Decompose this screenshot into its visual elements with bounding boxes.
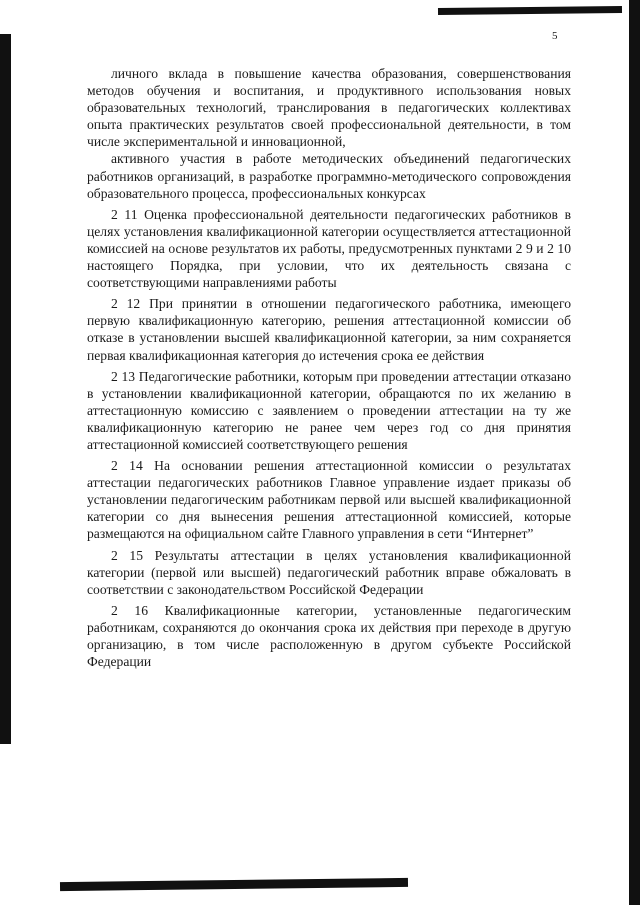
paragraph-2-14: 2 14 На основании решения аттестационной комиссии о результатах аттестации педагогических работников Главное управление издает приказы об установлении педагогическим работникам первой или высшей квалификационной категории со дня вынесения решения аттестационной комиссией, которые размещаются на официальном сайте Главного управления в сети “Интернет” [87, 458, 571, 542]
paragraph-2-15: 2 15 Результаты аттестации в целях установления квалификационной категории (первой или высшей) педагогический работник вправе обжаловать в соответствии с законодательством Российской Федерации [87, 547, 571, 597]
paragraph-2-13: 2 13 Педагогические работники, которым при проведении аттестации отказано в установлении квалификационной категории, обращаются по их желанию в аттестационную комиссию с заявлением о проведении аттестации на ту же квалификационную категорию не ранее чем через год со дня принятия аттестационной комиссией соответствующего решения [87, 368, 571, 452]
paragraph-2-16: 2 16 Квалификационные категории, установленные педагогическим работникам, сохраняются до окончания срока их действия при переходе в другую организацию, в том числе расположенную в другом субъекте Российской Федерации [87, 602, 571, 670]
paragraph-personal-contribution: личного вклада в повышение качества образования, совершенствования методов обучения и воспитания, и продуктивного использования новых образовательных технологий, транслирования в педагогических коллективах опыта практических результатов своей профессиональной деятельности, в том числе экспериментальной и инновационной, [87, 66, 571, 150]
scan-edge-right [629, 0, 640, 905]
paragraph-2-12: 2 12 При принятии в отношении педагогического работника, имеющего первую квалификационную категорию, решения аттестационной комиссии об отказе в установлении высшей квалификационной категории, за ним сохраняется первая квалификационная категория до истечения срока ее действия [87, 296, 571, 363]
paragraph-methodical-participation: активного участия в работе методических объединений педагогических работников организаций, в разработке программно-методического сопровождения образовательного процесса, профессиональных конкурсах [87, 151, 571, 201]
scan-edge-bottom [60, 878, 408, 891]
document-body [87, 65, 571, 670]
paragraph-2-11: 2 11 Оценка профессиональной деятельности педагогических работников в целях установления квалификационной категории осуществляется аттестационной комиссией на основе результатов их работы, предусмотренных пунктами 2 9 и 2 10 настоящего Порядка, при условии, что их деятельность связана с соответствующими направлениями работы [87, 206, 571, 291]
scan-edge-left [0, 34, 11, 744]
scan-edge-top [438, 6, 622, 15]
page-number: 5 [552, 30, 558, 42]
